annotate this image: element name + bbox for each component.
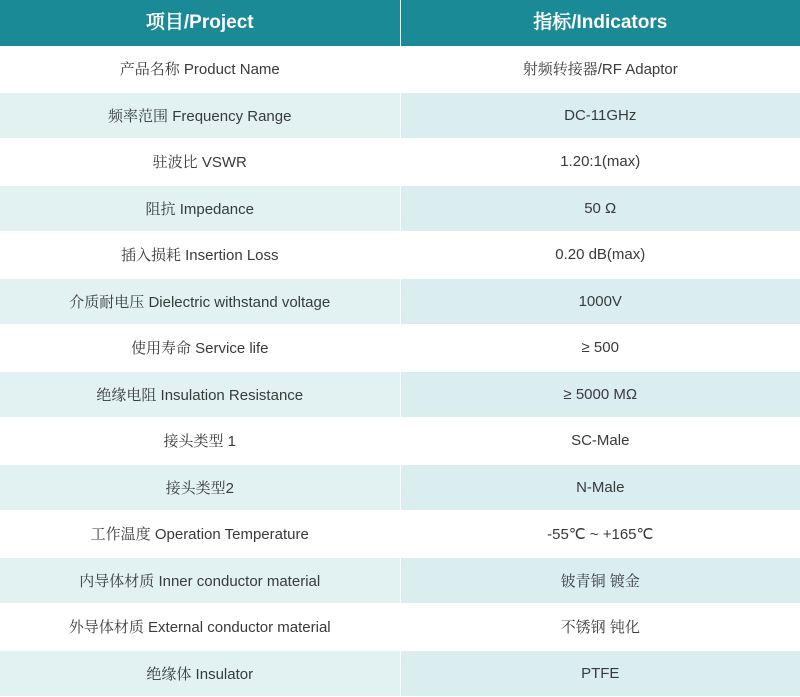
cell-indicator: DC-11GHz (400, 92, 800, 139)
table-row (0, 232, 800, 279)
table-row (0, 604, 800, 651)
cell-indicator: 1000V (400, 278, 800, 325)
cell-project: 驻波比 VSWR (0, 139, 400, 186)
cell-project: 接头类型2 (0, 464, 400, 511)
column-header-indicators: 指标/Indicators (400, 0, 800, 46)
table-row (0, 92, 800, 139)
cell-indicator: -55℃ ~ +165℃ (400, 511, 800, 558)
cell-project: 工作温度 Operation Temperature (0, 511, 400, 558)
cell-project: 阻抗 Impedance (0, 185, 400, 232)
cell-project: 内导体材质 Inner conductor material (0, 557, 400, 604)
cell-project: 接头类型 1 (0, 418, 400, 465)
table-row (0, 511, 800, 558)
table-row (0, 139, 800, 186)
cell-project: 使用寿命 Service life (0, 325, 400, 372)
cell-project: 频率范围 Frequency Range (0, 92, 400, 139)
cell-indicator: 0.20 dB(max) (400, 232, 800, 279)
table-row (0, 185, 800, 232)
cell-indicator: 不锈钢 钝化 (400, 604, 800, 651)
table-row (0, 418, 800, 465)
cell-indicator: SC-Male (400, 418, 800, 465)
table-row (0, 650, 800, 697)
column-header-project: 项目/Project (0, 0, 400, 46)
table-header (0, 0, 800, 46)
cell-project: 外导体材质 External conductor material (0, 604, 400, 651)
table-row (0, 464, 800, 511)
table-header-row (0, 0, 800, 46)
cell-project: 介质耐电压 Dielectric withstand voltage (0, 278, 400, 325)
cell-project: 绝缘体 Insulator (0, 650, 400, 697)
cell-indicator: 1.20:1(max) (400, 139, 800, 186)
cell-indicator: 50 Ω (400, 185, 800, 232)
table-row (0, 371, 800, 418)
table-row (0, 278, 800, 325)
cell-indicator: PTFE (400, 650, 800, 697)
cell-indicator: 射频转接器/RF Adaptor (400, 46, 800, 92)
cell-indicator: ≥ 500 (400, 325, 800, 372)
cell-project: 插入损耗 Insertion Loss (0, 232, 400, 279)
cell-project: 绝缘电阻 Insulation Resistance (0, 371, 400, 418)
table-row (0, 325, 800, 372)
cell-indicator: N-Male (400, 464, 800, 511)
table-row (0, 46, 800, 92)
table-body (0, 46, 800, 697)
cell-indicator: 铍青铜 镀金 (400, 557, 800, 604)
cell-indicator: ≥ 5000 MΩ (400, 371, 800, 418)
table-row (0, 557, 800, 604)
cell-project: 产品名称 Product Name (0, 46, 400, 92)
